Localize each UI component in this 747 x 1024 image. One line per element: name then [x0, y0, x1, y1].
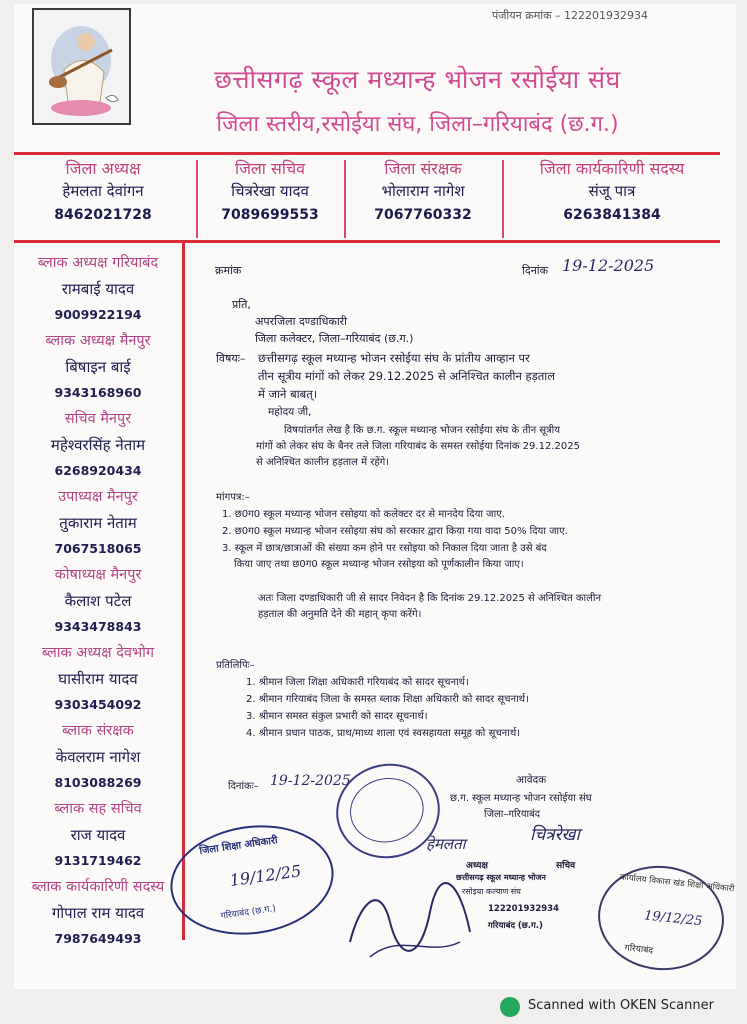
seal-organization: छत्तीसगढ़ स्कूल मध्यान्ह भोजन — [456, 873, 546, 882]
block-officer-name: राज यादव — [70, 826, 126, 844]
paragraph-line: से अनिश्चित कालीन हड़ताल में रहेंगे। — [256, 457, 390, 468]
officer-district-secretary — [200, 157, 340, 223]
demand-item: 1. छ0ग0 स्कूल मध्यान्ह भोजन रसोइया को कलेक्टर दर से मानदेय दिया जाए. — [222, 509, 505, 520]
block-officer-phone: 6268920434 — [54, 463, 142, 478]
block-officers-sidebar — [18, 250, 178, 952]
copy-item: 4. श्रीमान प्रधान पाठक, प्राथ/माध्य शाला एवं स्वसहायता समूह को सूचनार्थ। — [246, 728, 521, 739]
subject-line: तीन सूत्रीय मांगों को लेकर 29.12.2025 से अनिश्चित कालीन हड़ताल — [258, 369, 556, 383]
officer-divider — [502, 160, 504, 238]
officer-name: संजू पात्र — [588, 182, 636, 200]
block-officer-name: तुकाराम नेताम — [59, 514, 137, 532]
block-officer-name: महेश्वरसिंह नेताम — [50, 436, 146, 454]
block-officer-name: गोपाल राम यादव — [51, 904, 145, 922]
secretary-signature: चित्ररेखा — [530, 825, 580, 845]
subject-label: विषयः– — [216, 352, 246, 365]
secretary-role: सचिव — [556, 861, 576, 871]
block-officer-title: सचिव मैनपुर — [64, 411, 132, 427]
registration-number: पंजीयन क्रमांक – 122201932934 — [492, 9, 649, 22]
copy-item: 2. श्रीमान गरियाबंद जिला के समस्त ब्लाक शिक्षा अधिकारी को सादर सूचनार्थ। — [246, 694, 529, 705]
officer-title: जिला कार्यकारिणी सदस्य — [539, 159, 685, 178]
officer-name: चित्ररेखा यादव — [231, 182, 309, 200]
applicant-organization: छ.ग. स्कूल मध्यान्ह भोजन रसोईया संघ — [450, 793, 592, 804]
stamp-office-text: कार्यालय विकास खंड शिक्षा अधिकारी — [619, 872, 735, 895]
block-officer-phone: 8103088269 — [54, 775, 142, 790]
copy-item: 1. श्रीमान जिला शिक्षा अधिकारी गरियाबंद को सादर सूचनार्थ। — [246, 677, 469, 688]
officer-phone: 8462021728 — [54, 207, 152, 223]
demand-item-continued: किया जाए तथा छ0ग0 स्कूल मध्यान्ह भोजन रसोइया को पूर्णकालीन किया जाए। — [234, 559, 524, 570]
block-officer-phone: 9303454092 — [54, 697, 142, 712]
demands-label: मांगपत्र:– — [216, 492, 250, 503]
seal-subtitle: रसोइया कल्याण संघ — [462, 887, 521, 896]
demand-item: 2. छ0ग0 स्कूल मध्यान्ह भोजन रसोइया संघ को सरकार द्वारा किया गया वादा 50% दिया जाए. — [222, 526, 568, 537]
handwritten-date: 19-12-2025 — [562, 256, 655, 275]
block-officer-title: ब्लाक संरक्षक — [62, 723, 134, 739]
officer-title: जिला अध्यक्ष — [65, 159, 141, 178]
block-officer-phone: 7067518065 — [54, 541, 142, 556]
block-officer-name: केवलराम नागेश — [55, 748, 141, 766]
header-rule-top — [14, 152, 720, 155]
seal-registration: 122201932934 — [488, 904, 559, 914]
recipient-line-1: अपरजिला दण्डाधिकारी — [255, 315, 348, 328]
copy-label: प्रतिलिपिः– — [216, 660, 255, 671]
block-officer-name: बिषाइन बाई — [65, 358, 131, 376]
reference-label: क्रमांक — [215, 264, 242, 277]
stamp-place: गरियाबंद (छ.ग.) — [220, 904, 277, 922]
footer-date-label: दिनांकः– — [228, 781, 259, 792]
block-officer-phone: 9343478843 — [54, 619, 142, 634]
officer-divider — [196, 160, 198, 238]
footer-handwritten-date: 19-12-2025 — [270, 773, 351, 789]
officer-divider — [344, 160, 346, 238]
seal-inner-ring — [344, 771, 430, 849]
president-signature: हेमलता — [426, 835, 466, 853]
stamp-place: गरियाबंद — [624, 943, 654, 957]
paragraph-line: मांगों को लेकर संघ के बैनर तले जिला गरियाबंद के समस्त रसोईया दिनांक 29.12.2025 — [256, 441, 580, 452]
handwritten-signature-scribble — [340, 862, 490, 976]
block-officer-title: ब्लाक अध्यक्ष गरियाबंद — [37, 255, 159, 271]
officer-phone: 7089699553 — [221, 207, 319, 223]
block-officer-title: कोषाध्यक्ष मैनपुर — [54, 567, 142, 583]
stamp-handwritten-date: 19/12/25 — [228, 861, 303, 890]
block-officer-title: ब्लाक अध्यक्ष मैनपुर — [45, 333, 151, 349]
block-officer-phone: 9343168960 — [54, 385, 142, 400]
paragraph-line: विषयांतर्गत लेख है कि छ.ग. स्कूल मध्यान्ह भोजन रसोईया संघ के तीन सूत्रीय — [284, 425, 561, 436]
block-officer-title: ब्लाक अध्यक्ष देवभोग — [41, 645, 155, 661]
saraswati-logo — [32, 8, 131, 125]
president-role: अध्यक्ष — [466, 861, 488, 871]
block-officer-title: उपाध्यक्ष मैनपुर — [58, 489, 138, 505]
stamp-office-text: जिला शिक्षा अधिकारी — [198, 835, 279, 857]
block-officer-name: रामबाई यादव — [61, 280, 135, 298]
copy-item: 3. श्रीमान समस्त संकुल प्रभारी को सादर सूचनार्थ। — [246, 711, 428, 722]
block-officer-title: ब्लाक कार्यकारिणी सदस्य — [31, 879, 165, 895]
organization-title: छत्तीसगढ़ स्कूल मध्यान्ह भोजन रसोईया संघ — [214, 65, 621, 94]
salutation: महोदय जी, — [268, 406, 312, 418]
block-officer-name: कैलाश पटेल — [64, 592, 132, 610]
stamp-handwritten-date: 19/12/25 — [643, 908, 704, 930]
block-officer-phone: 7987649493 — [54, 931, 142, 946]
applicant-label: आवेदक — [516, 774, 547, 786]
organization-subtitle: जिला स्तरीय,रसोईया संघ, जिला–गरियाबंद (छ.ग.) — [216, 112, 619, 137]
recipient-line-2: जिला कलेक्टर, जिला–गरियाबंद (छ.ग.) — [255, 332, 414, 345]
officer-executive-member — [506, 157, 718, 223]
date-label: दिनांक — [522, 264, 549, 277]
sidebar-rule — [182, 240, 185, 940]
officer-district-patron — [348, 157, 498, 223]
request-line: हड़ताल की अनुमति देने की महान् कृपा करेंगे। — [258, 609, 422, 620]
applicant-district: जिला–गरियाबंद — [484, 809, 541, 820]
officer-title: जिला संरक्षक — [384, 159, 462, 178]
block-officer-phone: 9131719462 — [54, 853, 142, 868]
request-line: अतः जिला दण्डाधिकारी जी से सादर निवेदन है कि दिनांक 29.12.2025 से अनिश्चित कालीन — [258, 593, 602, 604]
oken-scanner-icon — [500, 997, 520, 1017]
block-officer-name: घासीराम यादव — [58, 670, 138, 688]
officer-title: जिला सचिव — [234, 159, 306, 178]
subject-line: में जाने बाबत्। — [258, 387, 318, 401]
seal-place: गरियाबंद (छ.ग.) — [488, 921, 543, 931]
officer-name: हेमलता देवांगन — [62, 182, 144, 200]
header-rule-bottom — [14, 240, 720, 243]
officer-phone: 6263841384 — [563, 207, 661, 223]
officer-name: भोलाराम नागेश — [381, 182, 465, 200]
subject-line: छत्तीसगढ़ स्कूल मध्यान्ह भोजन रसोईया संघ के प्रांतीय आव्हान पर — [258, 351, 530, 365]
officer-phone: 7067760332 — [374, 207, 472, 223]
block-officer-title: ब्लाक सह सचिव — [54, 801, 142, 817]
demand-item: 3. स्कूल में छात्र/छात्राओं की संख्या कम होने पर रसोइया को निकाल दिया जाता है उसे बंद — [222, 543, 547, 554]
officer-district-president — [18, 157, 188, 223]
to-label: प्रति, — [232, 298, 251, 311]
scanner-watermark: Scanned with OKEN Scanner — [528, 998, 714, 1013]
block-officer-phone: 9009922194 — [54, 307, 142, 322]
